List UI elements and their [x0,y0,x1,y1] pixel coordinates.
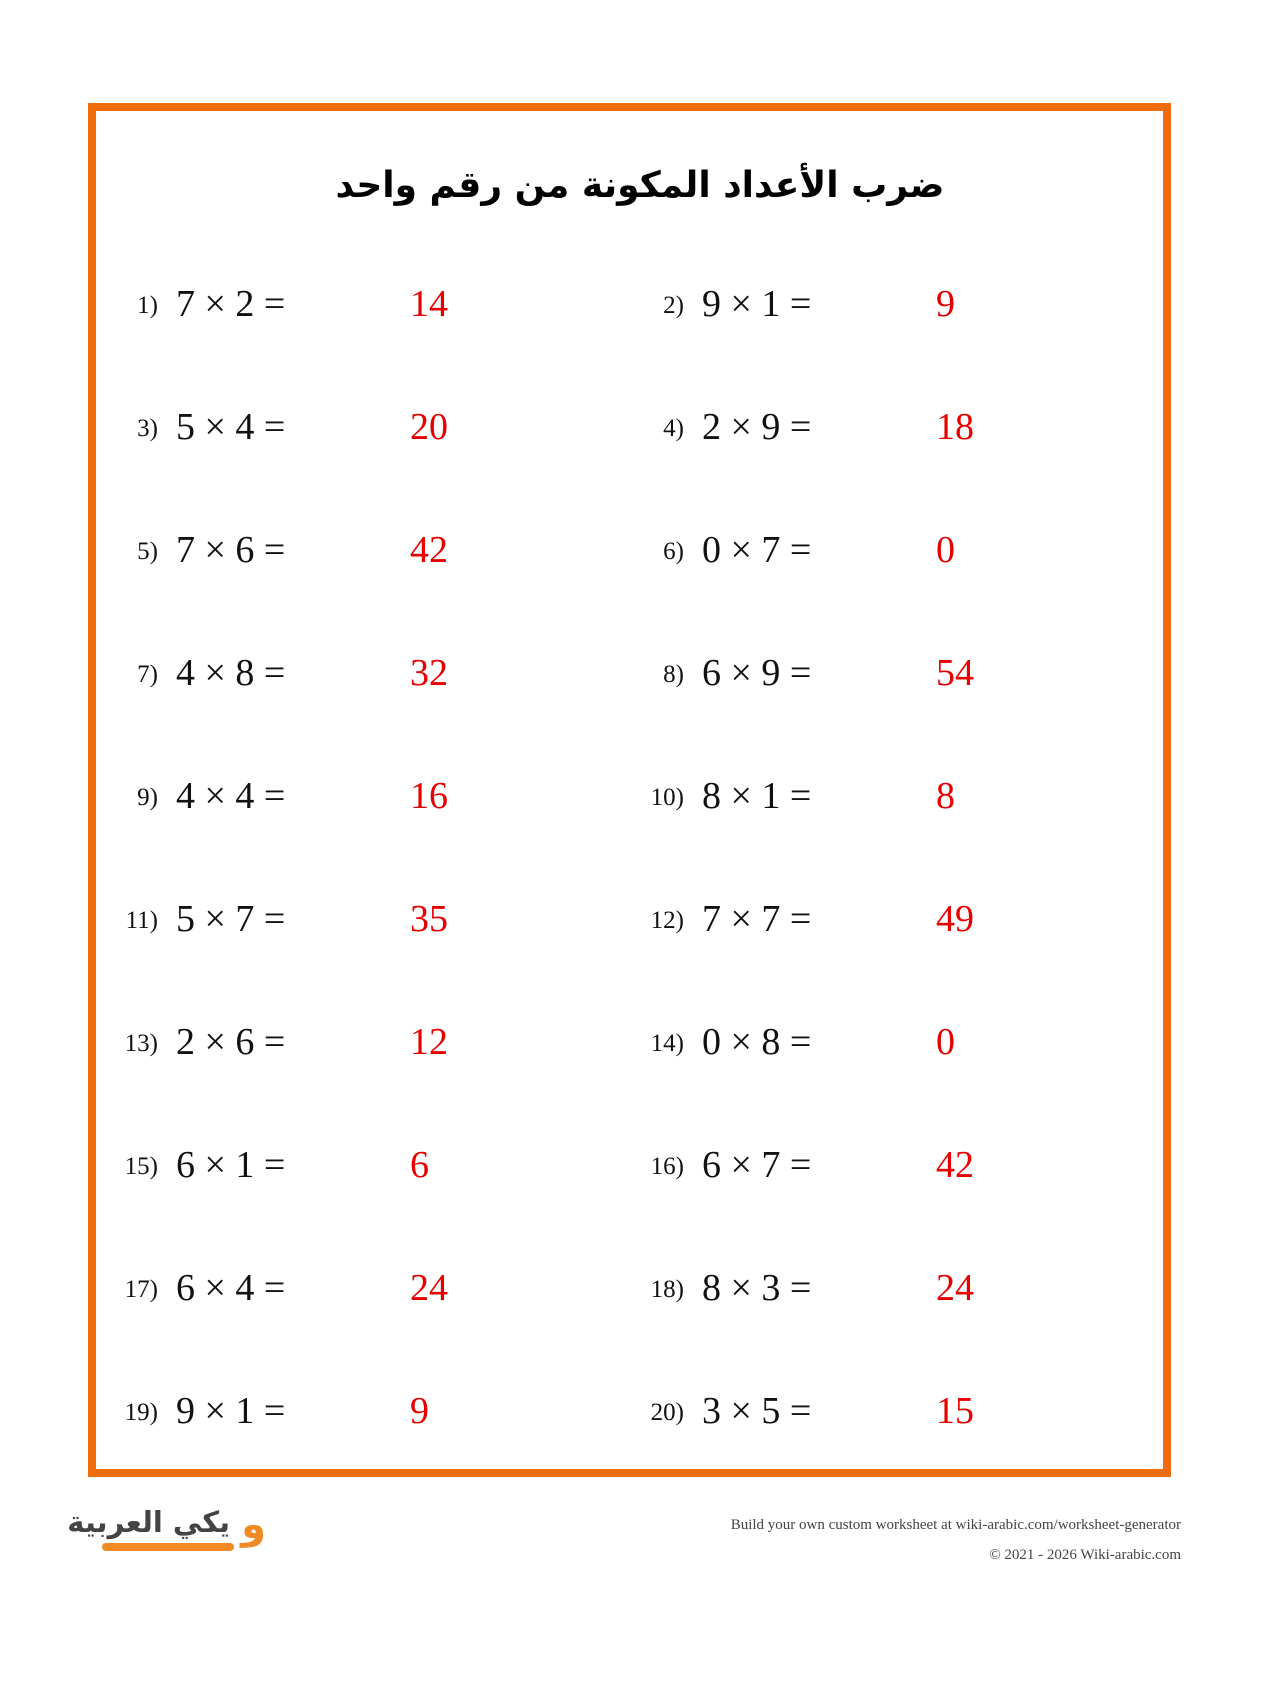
problem-number: 20) [650,1399,684,1426]
footer-copyright: © 2021 - 2026 Wiki-arabic.com [989,1547,1181,1563]
problem-item [614,1143,1094,1193]
problem-expression: 6 × 7 = [702,1144,812,1186]
problem-answer: 42 [936,1144,974,1186]
problem-answer: 9 [936,283,955,325]
problem-item [88,1389,568,1439]
problem-number: 3) [137,415,158,442]
problem-number: 13) [124,1030,158,1057]
problem-expression: 9 × 1 = [176,1390,286,1432]
problem-expression: 4 × 8 = [176,652,286,694]
problem-item [88,897,568,947]
problem-answer: 32 [410,652,448,694]
problem-expression: 2 × 9 = [702,406,812,448]
logo-text: يكي العربية [67,1505,230,1539]
problem-number: 10) [650,784,684,811]
problem-expression: 3 × 5 = [702,1390,812,1432]
problem-answer: 49 [936,898,974,940]
problem-number: 14) [650,1030,684,1057]
footer-generator-link[interactable]: Build your own custom worksheet at wiki-arabic.com/worksheet-generator [730,1517,1181,1533]
problem-item [614,528,1094,578]
problem-number: 15) [124,1153,158,1180]
logo-swoosh [102,1543,234,1551]
problem-expression: 6 × 4 = [176,1267,286,1309]
worksheet-title: ضرب الأعداد المكونة من رقم واحد [335,165,945,206]
problem-item [614,1266,1094,1316]
problem-item [88,1266,568,1316]
problem-item [614,774,1094,824]
problem-expression: 8 × 3 = [702,1267,812,1309]
problem-number: 9) [137,784,158,811]
problem-number: 6) [663,538,684,565]
problem-expression: 5 × 7 = [176,898,286,940]
problem-answer: 24 [936,1267,974,1309]
problem-answer: 14 [410,283,448,325]
problem-item [88,405,568,455]
problem-expression: 0 × 8 = [702,1021,812,1063]
problem-item [88,651,568,701]
problem-expression: 7 × 6 = [176,529,286,571]
problem-answer: 42 [410,529,448,571]
problem-item [88,282,568,332]
problem-item [88,528,568,578]
problem-item [88,774,568,824]
problem-number: 5) [137,538,158,565]
problem-number: 2) [663,292,684,319]
problem-expression: 7 × 7 = [702,898,812,940]
problem-item [614,897,1094,947]
problem-answer: 54 [936,652,974,694]
problem-number: 19) [124,1399,158,1426]
problem-expression: 6 × 1 = [176,1144,286,1186]
problem-item [614,651,1094,701]
problem-item [88,1143,568,1193]
problem-answer: 35 [410,898,448,940]
problem-number: 4) [663,415,684,442]
problem-answer: 9 [410,1390,429,1432]
problem-item [614,405,1094,455]
problem-item [614,282,1094,332]
problem-item [88,1020,568,1070]
problem-expression: 9 × 1 = [702,283,812,325]
problem-answer: 18 [936,406,974,448]
problem-expression: 7 × 2 = [176,283,286,325]
problem-number: 11) [125,907,158,934]
problem-answer: 16 [410,775,448,817]
wiki-arabic-logo [67,1502,266,1565]
problem-number: 16) [650,1153,684,1180]
problem-answer: 12 [410,1021,448,1063]
problem-expression: 8 × 1 = [702,775,812,817]
problem-number: 8) [663,661,684,688]
problem-number: 1) [137,292,158,319]
problem-item [614,1020,1094,1070]
problem-number: 12) [650,907,684,934]
problem-answer: 0 [936,529,955,571]
problem-expression: 2 × 6 = [176,1021,286,1063]
logo-mark: و [241,1502,266,1548]
problem-answer: 20 [410,406,448,448]
problem-answer: 8 [936,775,955,817]
problem-answer: 15 [936,1390,974,1432]
problem-expression: 5 × 4 = [176,406,286,448]
problem-answer: 0 [936,1021,955,1063]
problem-number: 18) [650,1276,684,1303]
problem-item [614,1389,1094,1439]
problem-answer: 24 [410,1267,448,1309]
problem-number: 17) [124,1276,158,1303]
problem-answer: 6 [410,1144,429,1186]
problem-number: 7) [137,661,158,688]
problem-expression: 6 × 9 = [702,652,812,694]
problem-expression: 4 × 4 = [176,775,286,817]
problem-expression: 0 × 7 = [702,529,812,571]
